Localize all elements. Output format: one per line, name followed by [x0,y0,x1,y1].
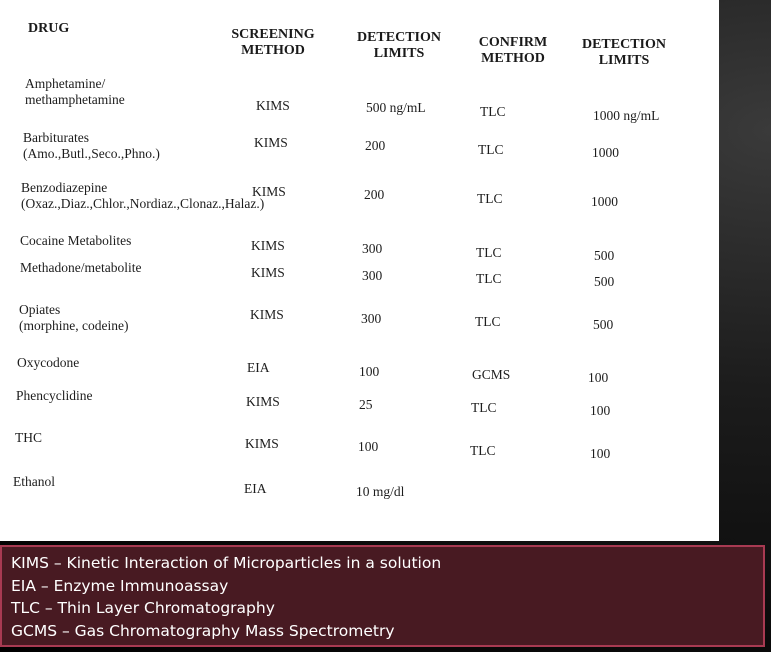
detection-limit-screen: 300 [361,311,382,326]
confirm-method: TLC [476,271,502,286]
drug-name: Phencyclidine [16,388,93,403]
detection-limit-confirm: 1000 [591,194,618,209]
confirm-method: TLC [476,245,502,260]
drug-name: Oxycodone [17,355,80,370]
screening-method: KIMS [256,98,290,113]
confirm-method: TLC [475,314,501,329]
detection-limit-confirm: 100 [590,403,611,418]
drug-name: Methadone/metabolite [20,260,142,275]
drug-name: Ethanol [13,474,55,489]
legend-kims: KIMS – Kinetic Interaction of Microparticles in a solution [11,554,442,572]
drug-name: Cocaine Metabolites [20,233,132,248]
legend-tlc: TLC – Thin Layer Chromatography [11,599,275,617]
confirm-method: TLC [477,191,503,206]
screening-method: KIMS [250,307,284,322]
header-screening-method: SCREENING METHOD [231,27,315,58]
screening-method: KIMS [251,238,285,253]
detection-limit-confirm: 100 [588,370,609,385]
header-confirm-method: CONFIRM METHOD [478,35,548,66]
confirm-method: TLC [478,142,504,157]
detection-limit-screen: 500 ng/mL [366,100,426,115]
detection-limit-screen: 300 [362,241,383,256]
confirm-method: TLC [480,104,506,119]
drug-name: THC [15,430,42,445]
drug-name: Barbiturates (Amo.,Butl.,Seco.,Phno.) [23,130,160,161]
detection-limit-confirm: 1000 [592,145,619,160]
header-drug: DRUG [28,21,70,36]
screening-method: KIMS [246,394,280,409]
detection-limit-screen: 25 [359,397,373,412]
screening-method: EIA [244,481,267,496]
detection-limit-confirm: 500 [593,317,614,332]
detection-limit-screen: 200 [364,187,385,202]
screening-method: EIA [247,360,270,375]
header-detection-limits-1: DETECTION LIMITS [356,30,442,61]
detection-limit-screen: 300 [362,268,383,283]
drug-name: Opiates (morphine, codeine) [19,302,129,333]
confirm-method: TLC [470,443,496,458]
screening-method: KIMS [251,265,285,280]
detection-limit-screen: 100 [358,439,379,454]
legend-eia: EIA – Enzyme Immunoassay [11,576,229,595]
detection-limit-confirm: 100 [590,446,611,461]
screening-method: KIMS [245,436,279,451]
drug-name: Benzodiazepine (Oxaz.,Diaz.,Chlor.,Nordiaz.,Clonaz.,Halaz.) [21,180,265,211]
confirm-method: TLC [471,400,497,415]
header-detection-limits-2: DETECTION LIMITS [581,37,667,68]
abbreviation-legend [0,545,765,647]
detection-limit-confirm: 1000 ng/mL [593,108,660,123]
drug-name: Amphetamine/ methamphetamine [25,76,125,107]
screening-method: KIMS [252,184,286,199]
detection-limit-screen: 10 mg/dl [356,484,405,499]
detection-limit-screen: 100 [359,364,380,379]
legend-gcms: GCMS – Gas Chromatography Mass Spectrometry [11,621,395,640]
screening-method: KIMS [254,135,288,150]
detection-limit-confirm: 500 [594,248,615,263]
detection-limit-confirm: 500 [594,274,615,289]
detection-limit-screen: 200 [365,138,386,153]
confirm-method: GCMS [472,367,511,382]
